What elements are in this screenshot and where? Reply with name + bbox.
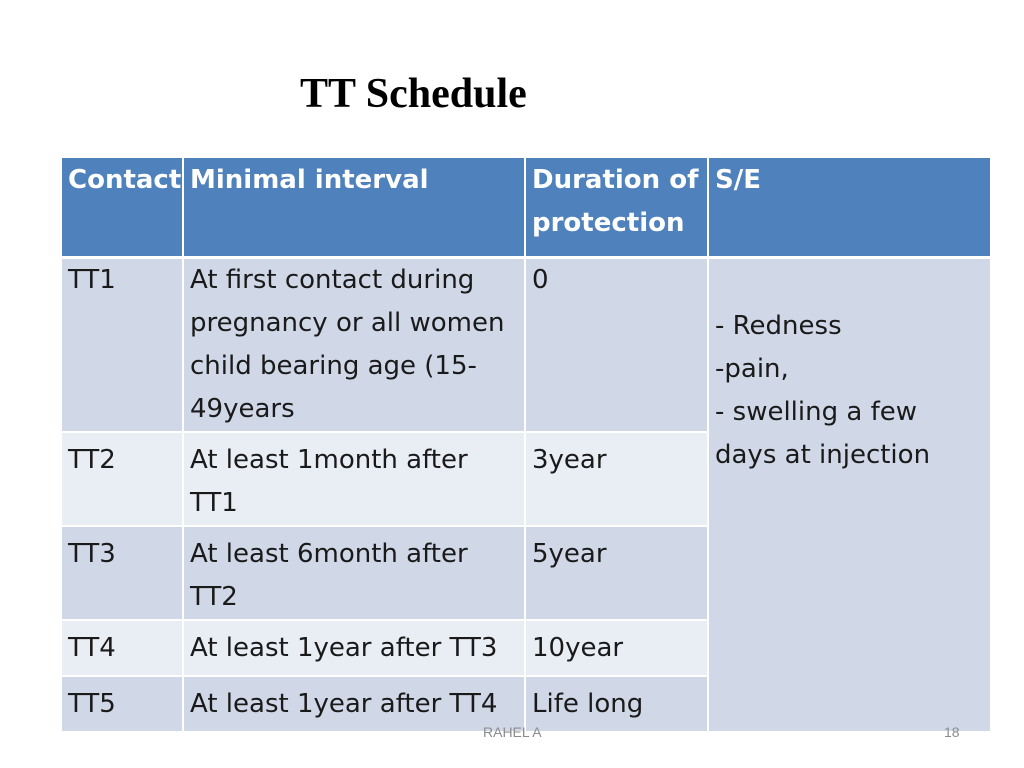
cell-duration: Life long: [525, 676, 708, 732]
cell-duration: 10year: [525, 620, 708, 676]
header-duration-of-protection: Duration of protection: [525, 157, 708, 257]
cell-interval: At first contact during pregnancy or all women child bearing age (15-49years: [183, 257, 525, 432]
header-contact: Contact: [61, 157, 183, 257]
page-number: 18: [944, 724, 960, 740]
cell-contact: TT5: [61, 676, 183, 732]
table-row: [61, 257, 991, 432]
cell-interval: At least 6month after TT2: [183, 526, 525, 620]
cell-duration: 0: [525, 257, 708, 432]
side-effect-line: - Redness: [715, 310, 842, 341]
cell-contact: TT1: [61, 257, 183, 432]
cell-interval: At least 1year after TT4: [183, 676, 525, 732]
slide-title: TT Schedule: [300, 71, 527, 117]
side-effect-line: -pain,: [715, 353, 789, 384]
header-side-effects: S/E: [708, 157, 991, 257]
tt-schedule-table: [60, 156, 992, 733]
footer-author: RAHEL A: [483, 724, 542, 740]
cell-interval: At least 1year after TT3: [183, 620, 525, 676]
cell-interval: At least 1month after TT1: [183, 432, 525, 526]
table-header-row: [61, 157, 991, 257]
cell-contact: TT2: [61, 432, 183, 526]
cell-duration: 5year: [525, 526, 708, 620]
cell-contact: TT4: [61, 620, 183, 676]
side-effect-line: - swelling a few: [715, 396, 917, 427]
cell-duration: 3year: [525, 432, 708, 526]
cell-side-effects: [708, 257, 991, 732]
side-effect-line: days at injection: [715, 439, 931, 470]
header-minimal-interval: Minimal interval: [183, 157, 525, 257]
cell-contact: TT3: [61, 526, 183, 620]
